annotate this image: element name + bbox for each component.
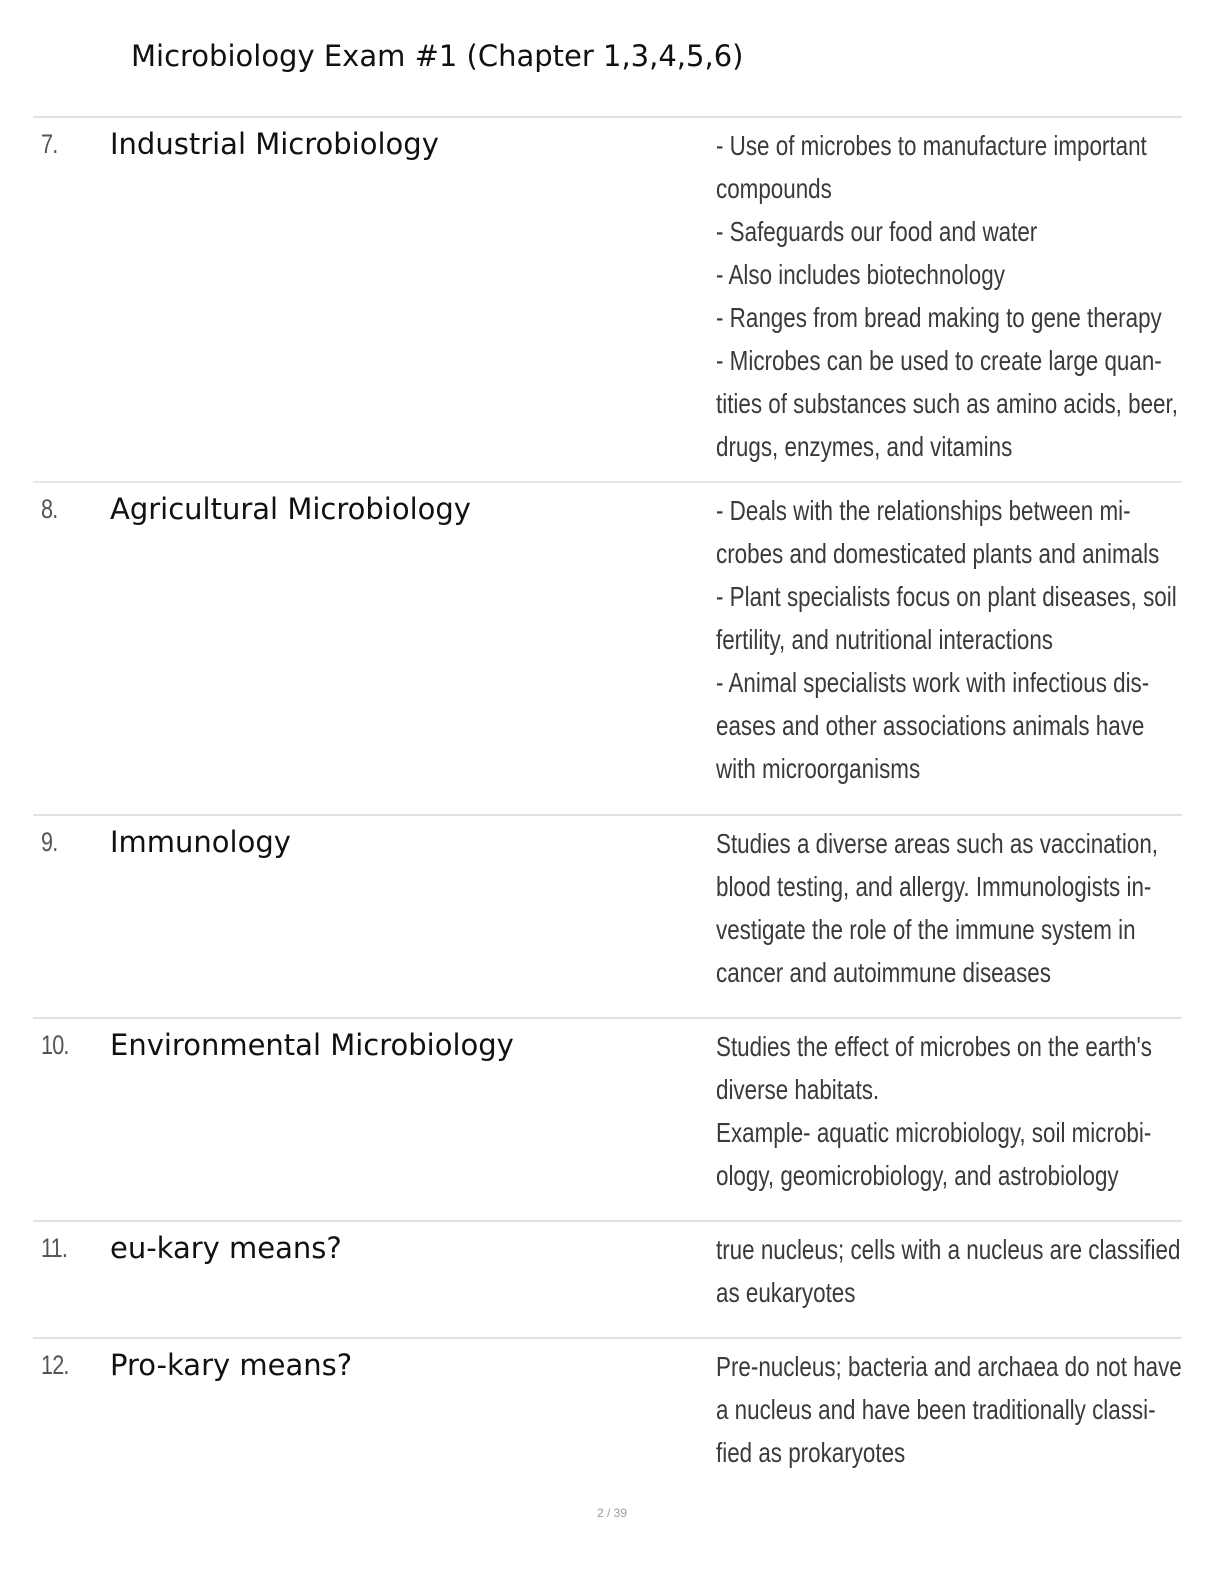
- definition-line: compounds: [716, 173, 832, 204]
- card-term: Immunology: [110, 825, 291, 859]
- card-term: Industrial Microbiology: [110, 127, 439, 161]
- definition-line: - Also includes biotechnology: [716, 259, 1005, 290]
- definition-line: crobes and domesticated plants and animals: [716, 538, 1160, 569]
- card-number: 10.: [41, 1030, 69, 1060]
- card-definition: [716, 1228, 1181, 1314]
- card-definition: [716, 489, 1176, 790]
- definition-line: ology, geomicrobiology, and astrobiology: [716, 1160, 1119, 1191]
- definition-line: - Use of microbes to manufacture important: [716, 130, 1147, 161]
- flashcard-row: [33, 814, 1182, 1017]
- card-definition: [716, 1345, 1182, 1474]
- definition-line: tities of substances such as amino acids, beer,: [716, 388, 1178, 419]
- definition-line: Example- aquatic microbiology, soil microbi-: [716, 1117, 1152, 1148]
- flashcard-row: [33, 116, 1182, 481]
- definition-line: - Ranges from bread making to gene therapy: [716, 302, 1162, 333]
- definition-line: - Animal specialists work with infectious dis-: [716, 667, 1150, 698]
- flashcard-list: [33, 116, 1182, 1502]
- definition-line: eases and other associations animals have: [716, 710, 1145, 741]
- flashcard-row: [33, 481, 1182, 814]
- document-title: Microbiology Exam #1 (Chapter 1,3,4,5,6): [131, 39, 744, 73]
- card-number: 9.: [41, 827, 58, 857]
- definition-line: - Safeguards our food and water: [716, 216, 1038, 247]
- definition-line: Studies the effect of microbes on the earth's: [716, 1031, 1152, 1062]
- definition-line: with microorganisms: [716, 753, 921, 784]
- definition-line: fertility, and nutritional interactions: [716, 624, 1053, 655]
- card-number: 12.: [41, 1350, 69, 1380]
- card-definition: [716, 124, 1176, 468]
- definition-line: diverse habitats.: [716, 1074, 880, 1105]
- definition-line: - Deals with the relationships between mi-: [716, 495, 1131, 526]
- definition-line: Pre-nucleus; bacteria and archaea do not have: [716, 1351, 1182, 1382]
- card-definition: [716, 822, 1176, 994]
- card-term: Pro-kary means?: [110, 1348, 353, 1382]
- card-term: Environmental Microbiology: [110, 1028, 514, 1062]
- definition-line: true nucleus; cells with a nucleus are classified: [716, 1234, 1181, 1265]
- page-indicator: 2 / 39: [596, 1506, 628, 1520]
- definition-line: cancer and autoimmune diseases: [716, 957, 1051, 988]
- card-term: eu-kary means?: [110, 1231, 342, 1265]
- definition-line: drugs, enzymes, and vitamins: [716, 431, 1013, 462]
- definition-line: a nucleus and have been traditionally classi-: [716, 1394, 1156, 1425]
- flashcard-row: [33, 1220, 1182, 1337]
- card-term: Agricultural Microbiology: [110, 492, 471, 526]
- flashcard-row: [33, 1337, 1182, 1502]
- definition-line: - Plant specialists focus on plant diseases, soil: [716, 581, 1177, 612]
- definition-line: fied as prokaryotes: [716, 1437, 906, 1468]
- definition-line: blood testing, and allergy. Immunologists in-: [716, 871, 1152, 902]
- card-number: 7.: [41, 129, 58, 159]
- definition-line: as eukaryotes: [716, 1277, 856, 1308]
- definition-line: vestigate the role of the immune system in: [716, 914, 1136, 945]
- card-definition: [716, 1025, 1176, 1197]
- card-number: 8.: [41, 494, 58, 524]
- definition-line: - Microbes can be used to create large quan-: [716, 345, 1162, 376]
- card-number: 11.: [41, 1233, 68, 1263]
- definition-line: Studies a diverse areas such as vaccination,: [716, 828, 1159, 859]
- flashcard-row: [33, 1017, 1182, 1220]
